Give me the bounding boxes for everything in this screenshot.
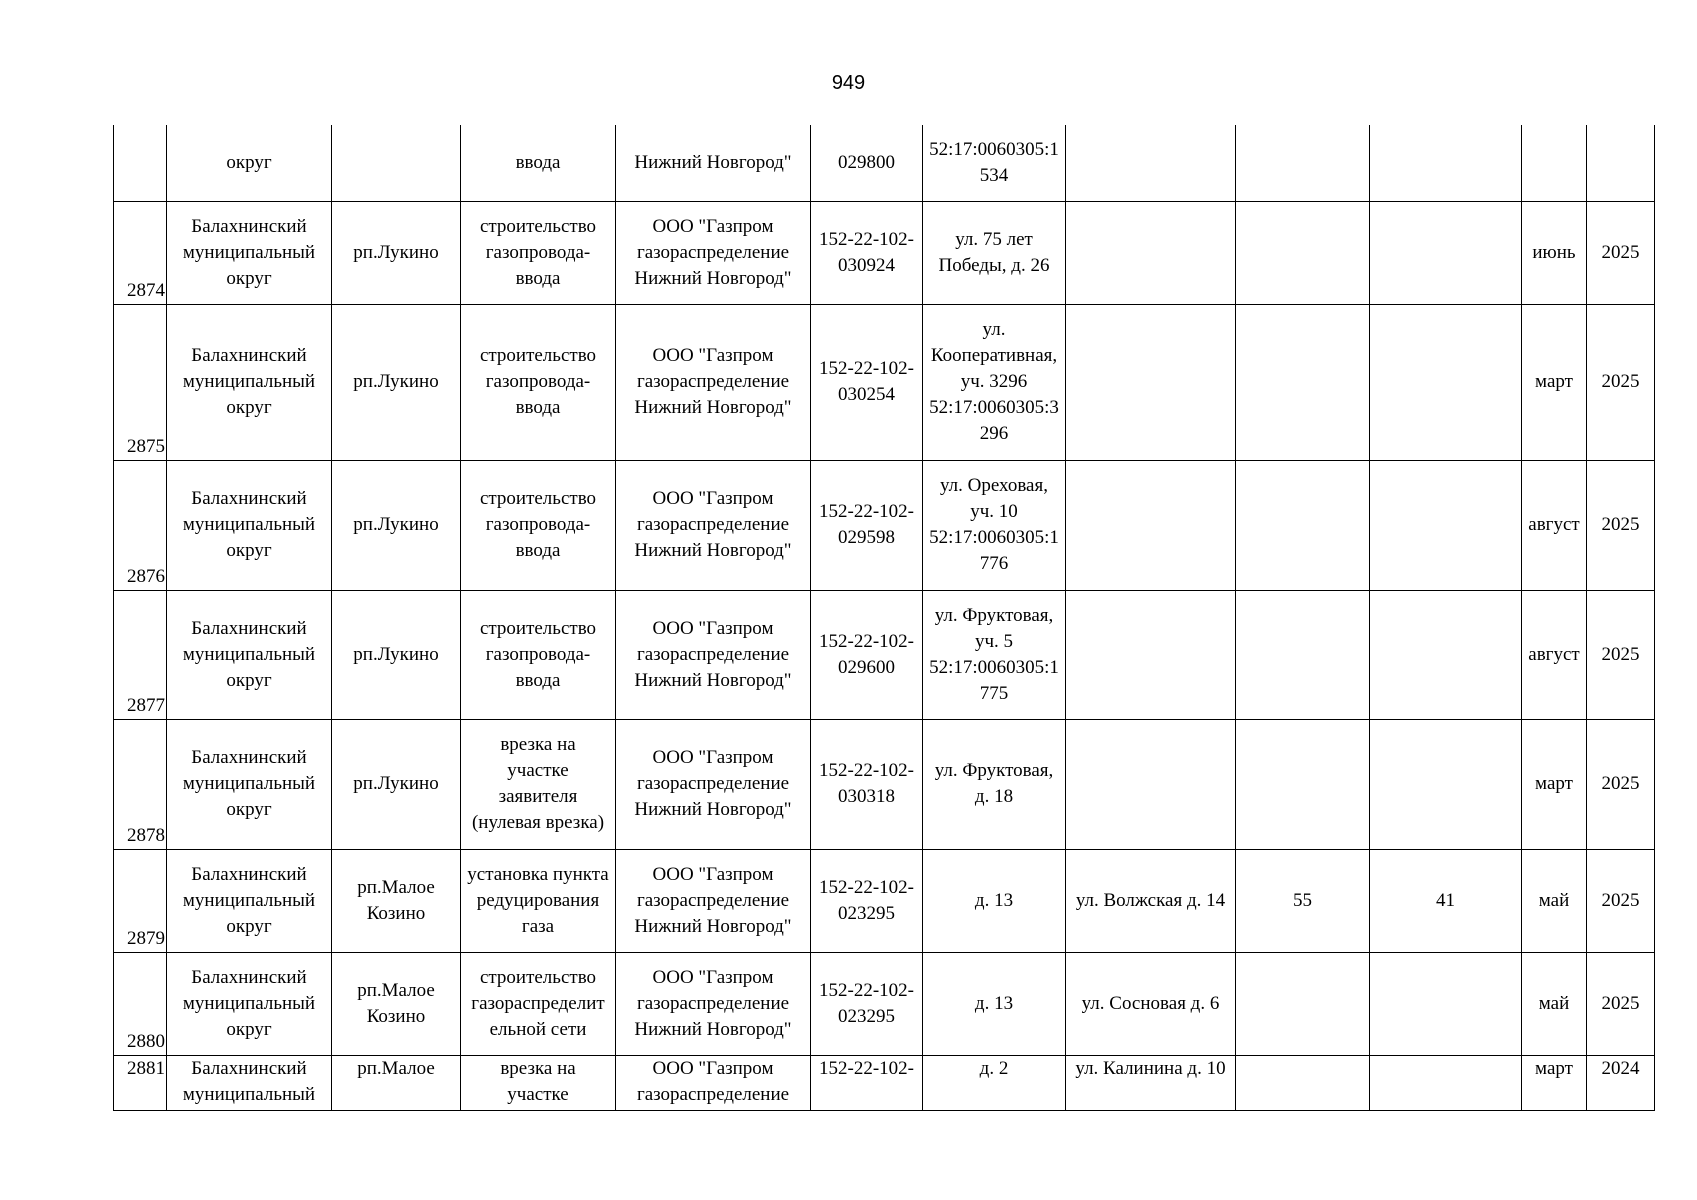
row-number: 2875 — [114, 304, 167, 460]
year-cell: 2024 — [1587, 1055, 1655, 1110]
cell-line: Нижний Новгород" — [634, 669, 792, 691]
cell-line: ООО "Газпром — [652, 345, 774, 366]
work-type-cell — [461, 460, 616, 590]
cell-line: 023295 — [838, 1005, 895, 1027]
cell-line: ул. Волжская д. 14 — [1075, 889, 1226, 911]
address-cell — [923, 125, 1066, 201]
cell-line: ООО "Газпром — [652, 863, 774, 885]
address-cell — [923, 304, 1066, 460]
cell-line: 023295 — [838, 902, 895, 924]
table-row — [114, 849, 1655, 952]
cell-line: округ — [226, 267, 272, 289]
connection-address-cell — [1066, 1055, 1236, 1110]
value-cell-1 — [1236, 1055, 1370, 1110]
value-cell-1 — [1236, 125, 1370, 201]
settlement-cell — [332, 849, 461, 952]
cell-line: 152-22-102- — [819, 630, 914, 652]
cell-line: муниципальный — [182, 889, 316, 911]
cell-line: газораспределение — [636, 889, 790, 911]
cell-line: рп.Малое — [357, 876, 435, 898]
cell-line: рп.Лукино — [353, 643, 439, 665]
cell-line: Кооперативная, — [930, 345, 1058, 366]
data-table — [113, 125, 1655, 1111]
cell-line: газораспределение — [636, 371, 790, 392]
cell-line: 152-22-102- — [819, 228, 914, 250]
work-type-cell — [461, 304, 616, 460]
table-row — [114, 590, 1655, 719]
connection-address-cell — [1066, 719, 1236, 849]
cell-line: газораспределит — [471, 992, 605, 1014]
row-number — [114, 125, 167, 201]
row-number: 2880 — [114, 952, 167, 1055]
table-row — [114, 952, 1655, 1055]
cell-line: Балахнинский — [191, 215, 307, 237]
cell-line: газораспределение — [636, 773, 790, 794]
cell-line: уч. 10 — [970, 501, 1018, 522]
cell-line: Нижний Новгород" — [634, 151, 792, 173]
cell-line: газораспределение — [636, 1083, 790, 1105]
cell-line: ООО "Газпром — [652, 966, 774, 988]
cell-line: 775 — [979, 682, 1009, 704]
settlement-cell — [332, 460, 461, 590]
cell-line: заявителя — [498, 786, 578, 807]
connection-address-cell — [1066, 849, 1236, 952]
district-cell — [167, 304, 332, 460]
cell-line: уч. 3296 — [960, 371, 1028, 392]
row-number: 2874 — [114, 201, 167, 304]
contract-number-cell — [811, 460, 923, 590]
table-row — [114, 125, 1655, 201]
cell-line: Козино — [366, 902, 426, 924]
cell-line: строительство — [479, 488, 597, 509]
month-cell: май — [1522, 849, 1587, 952]
address-cell — [923, 460, 1066, 590]
cell-line: ООО "Газпром — [652, 215, 774, 237]
settlement-cell — [332, 201, 461, 304]
cell-line: 52:17:0060305:1 — [929, 527, 1059, 548]
year-cell: 2025 — [1587, 201, 1655, 304]
cell-line: округ — [226, 540, 272, 561]
contract-number-cell — [811, 719, 923, 849]
connection-address-cell — [1066, 590, 1236, 719]
settlement-cell — [332, 952, 461, 1055]
district-cell — [167, 201, 332, 304]
cell-line: ООО "Газпром — [652, 1057, 774, 1079]
table-row — [114, 1055, 1655, 1110]
cell-line: муниципальный — [182, 241, 316, 263]
cell-line: рп.Малое — [357, 979, 435, 1001]
organization-cell — [616, 849, 811, 952]
cell-line: 152-22-102- — [819, 760, 914, 781]
table-row — [114, 719, 1655, 849]
value-cell-1: 55 — [1236, 849, 1370, 952]
cell-line: округ — [226, 915, 272, 937]
contract-number-cell — [811, 1055, 923, 1110]
year-cell — [1587, 125, 1655, 201]
settlement-cell — [332, 304, 461, 460]
table-row — [114, 460, 1655, 590]
cell-line: Победы, д. 26 — [938, 254, 1050, 276]
district-cell — [167, 590, 332, 719]
contract-number-cell — [811, 952, 923, 1055]
month-cell — [1522, 125, 1587, 201]
connection-address-cell — [1066, 304, 1236, 460]
work-type-cell — [461, 590, 616, 719]
organization-cell — [616, 1055, 811, 1110]
cell-line: врезка на — [500, 734, 576, 755]
cell-line: муниципальный — [182, 643, 316, 665]
cell-line: округ — [226, 151, 272, 173]
cell-line: округ — [226, 397, 272, 418]
cell-line: муниципальный — [182, 992, 316, 1014]
row-number: 2876 — [114, 460, 167, 590]
cell-line: строительство — [479, 966, 597, 988]
cell-line: установка пункта — [467, 863, 609, 885]
district-cell — [167, 460, 332, 590]
cell-line: округ — [226, 1018, 272, 1040]
cell-line: ул. Фруктовая, — [934, 760, 1054, 781]
cell-line: ельной сети — [489, 1018, 587, 1040]
cell-line: газопровода- — [485, 241, 591, 263]
cell-line: 52:17:0060305:1 — [929, 138, 1059, 160]
month-cell: август — [1522, 460, 1587, 590]
table-row — [114, 201, 1655, 304]
cell-line: д. 18 — [974, 786, 1014, 807]
value-cell-2: 41 — [1370, 849, 1522, 952]
row-number: 2878 — [114, 719, 167, 849]
value-cell-1 — [1236, 304, 1370, 460]
cell-line: ввода — [515, 151, 561, 173]
row-number: 2877 — [114, 590, 167, 719]
organization-cell — [616, 460, 811, 590]
cell-line: газопровода- — [485, 514, 591, 535]
cell-line: ул. Фруктовая, — [934, 604, 1054, 626]
cell-line: газопровода- — [485, 643, 591, 665]
cell-line: 52:17:0060305:1 — [929, 656, 1059, 678]
district-cell — [167, 719, 332, 849]
cell-line: 029598 — [838, 527, 895, 548]
connection-address-cell — [1066, 125, 1236, 201]
cell-line: Балахнинский — [191, 617, 307, 639]
value-cell-2 — [1370, 125, 1522, 201]
cell-line: Нижний Новгород" — [634, 915, 792, 937]
cell-line: Нижний Новгород" — [634, 799, 792, 820]
value-cell-2 — [1370, 952, 1522, 1055]
month-cell: март — [1522, 719, 1587, 849]
cell-line: Балахнинский — [191, 488, 307, 509]
address-cell — [923, 952, 1066, 1055]
cell-line: округ — [226, 799, 272, 820]
cell-line: 152-22-102- — [819, 358, 914, 379]
cell-line: врезка на — [500, 1057, 576, 1079]
cell-line: 152-22-102- — [819, 876, 914, 898]
cell-line: строительство — [479, 617, 597, 639]
cell-line: муниципальный — [182, 371, 316, 392]
settlement-cell — [332, 719, 461, 849]
value-cell-1 — [1236, 460, 1370, 590]
cell-line: участке — [507, 1083, 569, 1105]
contract-number-cell — [811, 201, 923, 304]
contract-number-cell — [811, 849, 923, 952]
cell-line: муниципальный — [182, 773, 316, 794]
connection-address-cell — [1066, 952, 1236, 1055]
year-cell: 2025 — [1587, 952, 1655, 1055]
page-number: 949 — [831, 72, 866, 94]
value-cell-2 — [1370, 201, 1522, 304]
cell-line: ввода — [515, 540, 561, 561]
address-cell — [923, 201, 1066, 304]
cell-line: ООО "Газпром — [652, 488, 774, 509]
work-type-cell — [461, 849, 616, 952]
month-cell: март — [1522, 1055, 1587, 1110]
value-cell-1 — [1236, 719, 1370, 849]
settlement-cell — [332, 1055, 461, 1110]
value-cell-1 — [1236, 952, 1370, 1055]
cell-line: Нижний Новгород" — [634, 397, 792, 418]
cell-line: ул. Калинина д. 10 — [1075, 1057, 1226, 1079]
settlement-cell — [332, 590, 461, 719]
cell-line: 296 — [979, 423, 1009, 444]
cell-line: ул. Ореховая, — [940, 475, 1048, 496]
cell-line: уч. 5 — [974, 630, 1014, 652]
work-type-cell — [461, 201, 616, 304]
value-cell-1 — [1236, 590, 1370, 719]
month-cell: март — [1522, 304, 1587, 460]
cell-line: 152-22-102- — [819, 979, 914, 1001]
row-number: 2881 — [114, 1055, 167, 1110]
cell-line: Балахнинский — [191, 966, 307, 988]
cell-line: Балахнинский — [191, 345, 307, 366]
cell-line: газораспределение — [636, 241, 790, 263]
month-cell: май — [1522, 952, 1587, 1055]
cell-line: ул. 75 лет — [955, 228, 1033, 250]
organization-cell — [616, 952, 811, 1055]
cell-line: строительство — [479, 345, 597, 366]
row-number: 2879 — [114, 849, 167, 952]
cell-line: ул. — [982, 319, 1006, 340]
value-cell-2 — [1370, 460, 1522, 590]
organization-cell — [616, 590, 811, 719]
cell-line: (нулевая врезка) — [471, 812, 605, 833]
year-cell: 2025 — [1587, 849, 1655, 952]
value-cell-1 — [1236, 201, 1370, 304]
value-cell-2 — [1370, 590, 1522, 719]
year-cell: 2025 — [1587, 304, 1655, 460]
address-cell — [923, 719, 1066, 849]
district-cell — [167, 1055, 332, 1110]
cell-line: 152-22-102- — [819, 501, 914, 522]
cell-line: газораспределение — [636, 643, 790, 665]
work-type-cell — [461, 1055, 616, 1110]
settlement-cell — [332, 125, 461, 201]
contract-number-cell — [811, 304, 923, 460]
cell-line: ввода — [515, 267, 561, 289]
district-cell — [167, 849, 332, 952]
work-type-cell — [461, 952, 616, 1055]
cell-line: ООО "Газпром — [652, 747, 774, 768]
cell-line: д. 13 — [974, 992, 1014, 1014]
cell-line: Балахнинский — [191, 1057, 307, 1079]
value-cell-2 — [1370, 304, 1522, 460]
month-cell: июнь — [1522, 201, 1587, 304]
cell-line: Балахнинский — [191, 863, 307, 885]
district-cell — [167, 125, 332, 201]
cell-line: 152-22-102- — [819, 1057, 914, 1079]
cell-line: газораспределение — [636, 992, 790, 1014]
cell-line: ООО "Газпром — [652, 617, 774, 639]
cell-line: Козино — [366, 1005, 426, 1027]
year-cell: 2025 — [1587, 719, 1655, 849]
cell-line: 030318 — [838, 786, 895, 807]
cell-line: 029800 — [838, 151, 895, 173]
cell-line: редуцирования — [476, 889, 600, 911]
cell-line: Балахнинский — [191, 747, 307, 768]
cell-line: Нижний Новгород" — [634, 1018, 792, 1040]
cell-line: ввода — [515, 397, 561, 418]
cell-line: рп.Малое — [357, 1057, 435, 1079]
cell-line: д. 13 — [974, 889, 1014, 911]
cell-line: д. 2 — [979, 1057, 1009, 1079]
cell-line: муниципальный — [182, 1083, 316, 1105]
cell-line: рп.Лукино — [353, 241, 439, 263]
work-type-cell — [461, 125, 616, 201]
organization-cell — [616, 125, 811, 201]
cell-line: рп.Лукино — [353, 371, 439, 392]
connection-address-cell — [1066, 201, 1236, 304]
work-type-cell — [461, 719, 616, 849]
cell-line: ввода — [515, 669, 561, 691]
cell-line: строительство — [479, 215, 597, 237]
contract-number-cell — [811, 125, 923, 201]
cell-line: Нижний Новгород" — [634, 267, 792, 289]
cell-line: газораспределение — [636, 514, 790, 535]
cell-line: муниципальный — [182, 514, 316, 535]
contract-number-cell — [811, 590, 923, 719]
address-cell — [923, 590, 1066, 719]
cell-line: рп.Лукино — [353, 514, 439, 535]
cell-line: 030254 — [838, 384, 895, 405]
year-cell: 2025 — [1587, 590, 1655, 719]
cell-line: газа — [521, 915, 555, 937]
organization-cell — [616, 719, 811, 849]
cell-line: участке — [507, 760, 569, 781]
organization-cell — [616, 201, 811, 304]
cell-line: 030924 — [838, 254, 895, 276]
address-cell — [923, 849, 1066, 952]
value-cell-2 — [1370, 1055, 1522, 1110]
cell-line: 776 — [979, 553, 1009, 574]
cell-line: 029600 — [838, 656, 895, 678]
year-cell: 2025 — [1587, 460, 1655, 590]
district-cell — [167, 952, 332, 1055]
cell-line: Нижний Новгород" — [634, 540, 792, 561]
cell-line: 534 — [979, 164, 1009, 186]
cell-line: газопровода- — [485, 371, 591, 392]
value-cell-2 — [1370, 719, 1522, 849]
cell-line: рп.Лукино — [353, 773, 439, 794]
address-cell — [923, 1055, 1066, 1110]
table-row — [114, 304, 1655, 460]
cell-line: ул. Сосновая д. 6 — [1081, 992, 1220, 1014]
connection-address-cell — [1066, 460, 1236, 590]
cell-line: 52:17:0060305:3 — [929, 397, 1059, 418]
cell-line: округ — [226, 669, 272, 691]
organization-cell — [616, 304, 811, 460]
month-cell: август — [1522, 590, 1587, 719]
